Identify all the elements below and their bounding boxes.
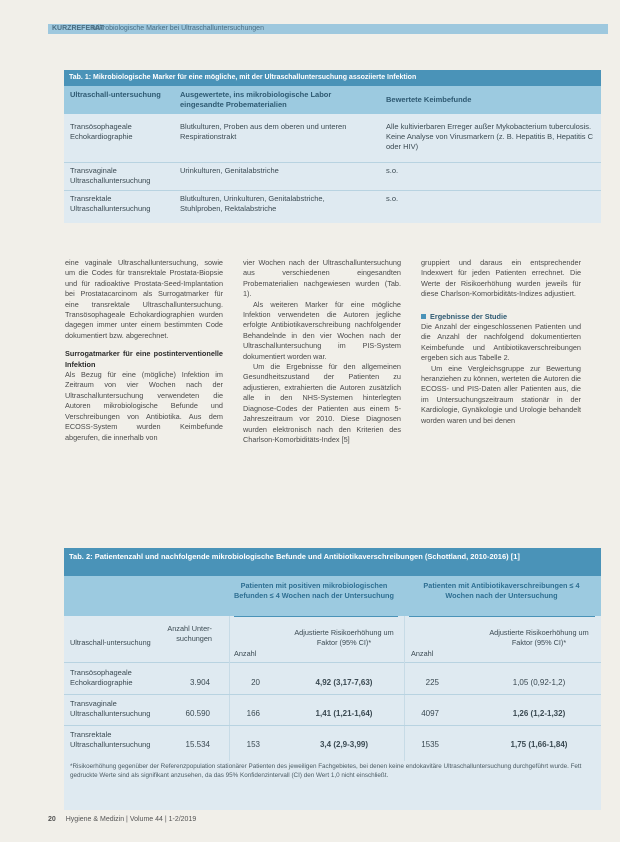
table-2-row-3-count: 15.534 [185,740,210,749]
table-1-row-1-findings: Alle kultivierbaren Erreger außer Mykobacterium tuberculosis. Keine Analyse von Virusmarkern (z. B. Hepatitis B, Hepatitis C oder HIV) [386,122,594,151]
table-1-row-2-exam: Transvaginale Ultraschalluntersuchung [70,166,151,185]
page-number: 20 [48,816,56,823]
table-1-row-2-findings: s.o. [386,166,399,175]
body-column-3 [421,258,581,426]
table-2 [64,548,601,810]
table-2-header-count: Anzahl Unter-suchungen [167,624,212,643]
table-2-header-exam: Ultraschall-untersuchung [70,638,151,647]
table-2-row-1-count: 3.904 [189,678,210,687]
table-1-row-1-materials: Blutkulturen, Proben aus dem oberen und unteren Respirationstrakt [180,122,347,141]
subheading: Surrogatmarker für eine postinterventionelle Infektion [65,349,223,369]
body-paragraph: eine vaginale Ultraschalluntersuchung, sowie um die Codes für transrektale Prostata-Biopsie und für radioaktive Prostata-Seed-Implantation bei Prostatacarcinom als Surrogatmarker für eine transrektale Ultraschalluntersuchung. Transösophageale Echokardiographien wurden dagegen immer unter einem bestimmten Code dokumentiert bzw. abgerechnet. [65,258,223,340]
table-1-row-1-exam: Transösophageale Echokardiographie [70,122,133,141]
table-2-title: Tab. 2: Patientenzahl und nachfolgende mikrobiologische Befunde und Antibiotikaverschreibungen (Schottland, 2010-2016) [1] [64,548,601,576]
body-paragraph: Als Bezug für eine (mögliche) Infektion im Zeitraum von vier Wochen nach der Ultraschalluntersuchung verwendeten die Autoren mikrobiologische Befunde und Verschreibungen von Antibiotika. Aus dem ECOSS-System wurden Keimbefunde abgerufen, die innerhalb von [65,370,223,442]
table-2-row-1-exam: Transösophageale Echokardiographie [70,668,133,687]
table-2-row-1-r1: 4,92 (3,17-7,63) [315,678,373,687]
table-2-row-3-n1: 153 [246,740,260,749]
header-strip [48,24,608,34]
table-2-row-3-r1: 3,4 (2,9-3,99) [319,740,369,749]
table-1-row-3-materials: Blutkulturen, Urinkulturen, Genitalabstriche, Stuhlproben, Rektalabstriche [180,194,325,213]
table-2-row-1-r2: 1,05 (0,92-1,2) [512,678,566,687]
table-2-row-3-exam: Transrektale Ultraschalluntersuchung [70,730,151,749]
table-2-header-risk: Adjustierte Risikoerhöhung um Faktor (95% CI)* [294,628,394,647]
table-1-title: Tab. 1: Mikrobiologische Marker für eine mögliche, mit der Ultraschalluntersuchung assoziierte Infektion [64,70,601,86]
table-2-header-risk-2: Adjustierte Risikoerhöhung um Faktor (95% CI)* [489,628,589,647]
table-1-header-row [64,86,601,114]
body-column-2 [243,258,401,445]
table-2-header-anzahl-2: Anzahl [411,649,434,658]
journal-citation: Hygiene & Medizin | Volume 44 | 1-2/2019 [65,816,197,823]
table-2-row-2-n1: 166 [246,709,260,718]
section-heading [421,312,581,322]
body-paragraph: Als weiteren Marker für eine mögliche Infektion verwendeten die Autoren jegliche erfolgte Antibiotikaverschreibung nachfolgender Behandelnde in den vier Wochen nach der Ultraschalluntersuchung im PIS-System dokumentiert worden war. [243,299,401,361]
table-2-divider [64,725,601,726]
table-1-row-3-exam: Transrektale Ultraschalluntersuchung [70,194,151,213]
section-label: KURZREFERAT [52,25,104,32]
table-1-header-findings: Bewertete Keimbefunde [386,95,472,104]
table-1-row-2-materials: Urinkulturen, Genitalabstriche [180,166,279,175]
table-1-header-exam: Ultraschall-untersuchung [70,90,161,99]
body-paragraph: vier Wochen nach der Ultraschalluntersuchung aus verschiedenen eingesandten Probematerialien nachgewiesen wurden (Tab. 1). [243,258,401,299]
group-underline [234,616,398,617]
page-footer [48,816,196,823]
table-2-group-micro: Patienten mit positiven mikrobiologischen Befunden ≤ 4 Wochen nach der Untersuchung [234,581,394,600]
table-1 [64,70,601,223]
table-1-row-3-findings: s.o. [386,194,399,203]
table-2-footnote: *Risikoerhöhung gegenüber der Referenzpopulation stationärer Patienten des jeweiligen Fachgebietes, bei denen keine endokavitäre Ultraschalluntersuchung durchgeführt wurde. Fett gedruckte Werte sind als signifikant anzusehen, da das 95% Konfidenzintervall (CI) den Wert 1,0 nicht einschließt. [70,763,582,779]
group-underline [409,616,595,617]
table-2-row-3-r2: 1,75 (1,66-1,84) [510,740,568,749]
body-paragraph: Die Anzahl der eingeschlossenen Patienten und die Anzahl der nachfolgend dokumentierten Keimbefunde und Antibiotikaverschreibungen ergeben sich aus Tabelle 2. [421,322,581,363]
table-1-divider [64,162,601,163]
table-2-row-1-n1: 20 [251,678,260,687]
header-subtitle: Mikrobiologische Marker bei Ultraschalluntersuchungen [92,25,264,32]
table-2-group-header [64,576,601,616]
table-2-row-2-n2: 4097 [421,709,439,718]
square-bullet-icon [421,314,426,319]
table-2-row-2-exam: Transvaginale Ultraschalluntersuchung [70,699,151,718]
body-column-1 [65,258,223,443]
table-2-row-1-n2: 225 [425,678,439,687]
section-heading-text: Ergebnisse der Studie [430,311,508,321]
table-2-row-2-r2: 1,26 (1,2-1,32) [512,709,566,718]
table-2-group-antibiotics: Patienten mit Antibiotikaverschreibungen ≤ 4 Wochen nach der Untersuchung [423,581,580,600]
body-paragraph: Um eine Vergleichsgruppe zur Bewertung heranziehen zu können, werteten die Autoren die ECOSS- und PIS-Daten aller Patienten aus, die im Untersuchungszeitraum stationär in der Kardiologie, Gynäkologie und Urologie behandelt worden waren und bei denen [421,363,581,425]
body-paragraph: gruppiert und daraus ein entsprechender Indexwert für jeden Patienten errechnet. Die Werte der Risikoerhöhung wurden jeweils für diese Charlson-Komorbiditäts-Indizes adjustiert. [421,258,581,299]
table-2-divider [64,662,601,663]
table-1-divider [64,190,601,191]
column-separator [229,616,230,761]
table-1-header-materials: Ausgewertete, ins mikrobiologische Labor eingesandte Probematerialien [180,90,332,109]
column-separator [404,616,405,761]
table-2-divider [64,694,601,695]
body-paragraph: Um die Ergebnisse für den allgemeinen Gesundheitszustand der Patienten zu adjustieren, extrahierten die Autoren zusätzlich alle in den NHS-Systemen hinterlegten Diagnose-Codes der Patienten aus einem 5-Jahreszeitraum vor 2010. Diese Diagnosen wurden elektronisch nach den Kriterien des Charlson-Komorbiditäts-Index [5] [243,362,401,444]
table-2-row-2-r1: 1,41 (1,21-1,64) [315,709,373,718]
table-2-header-anzahl: Anzahl [234,649,257,658]
table-2-row-3-n2: 1535 [421,740,439,749]
table-2-row-2-count: 60.590 [185,709,210,718]
